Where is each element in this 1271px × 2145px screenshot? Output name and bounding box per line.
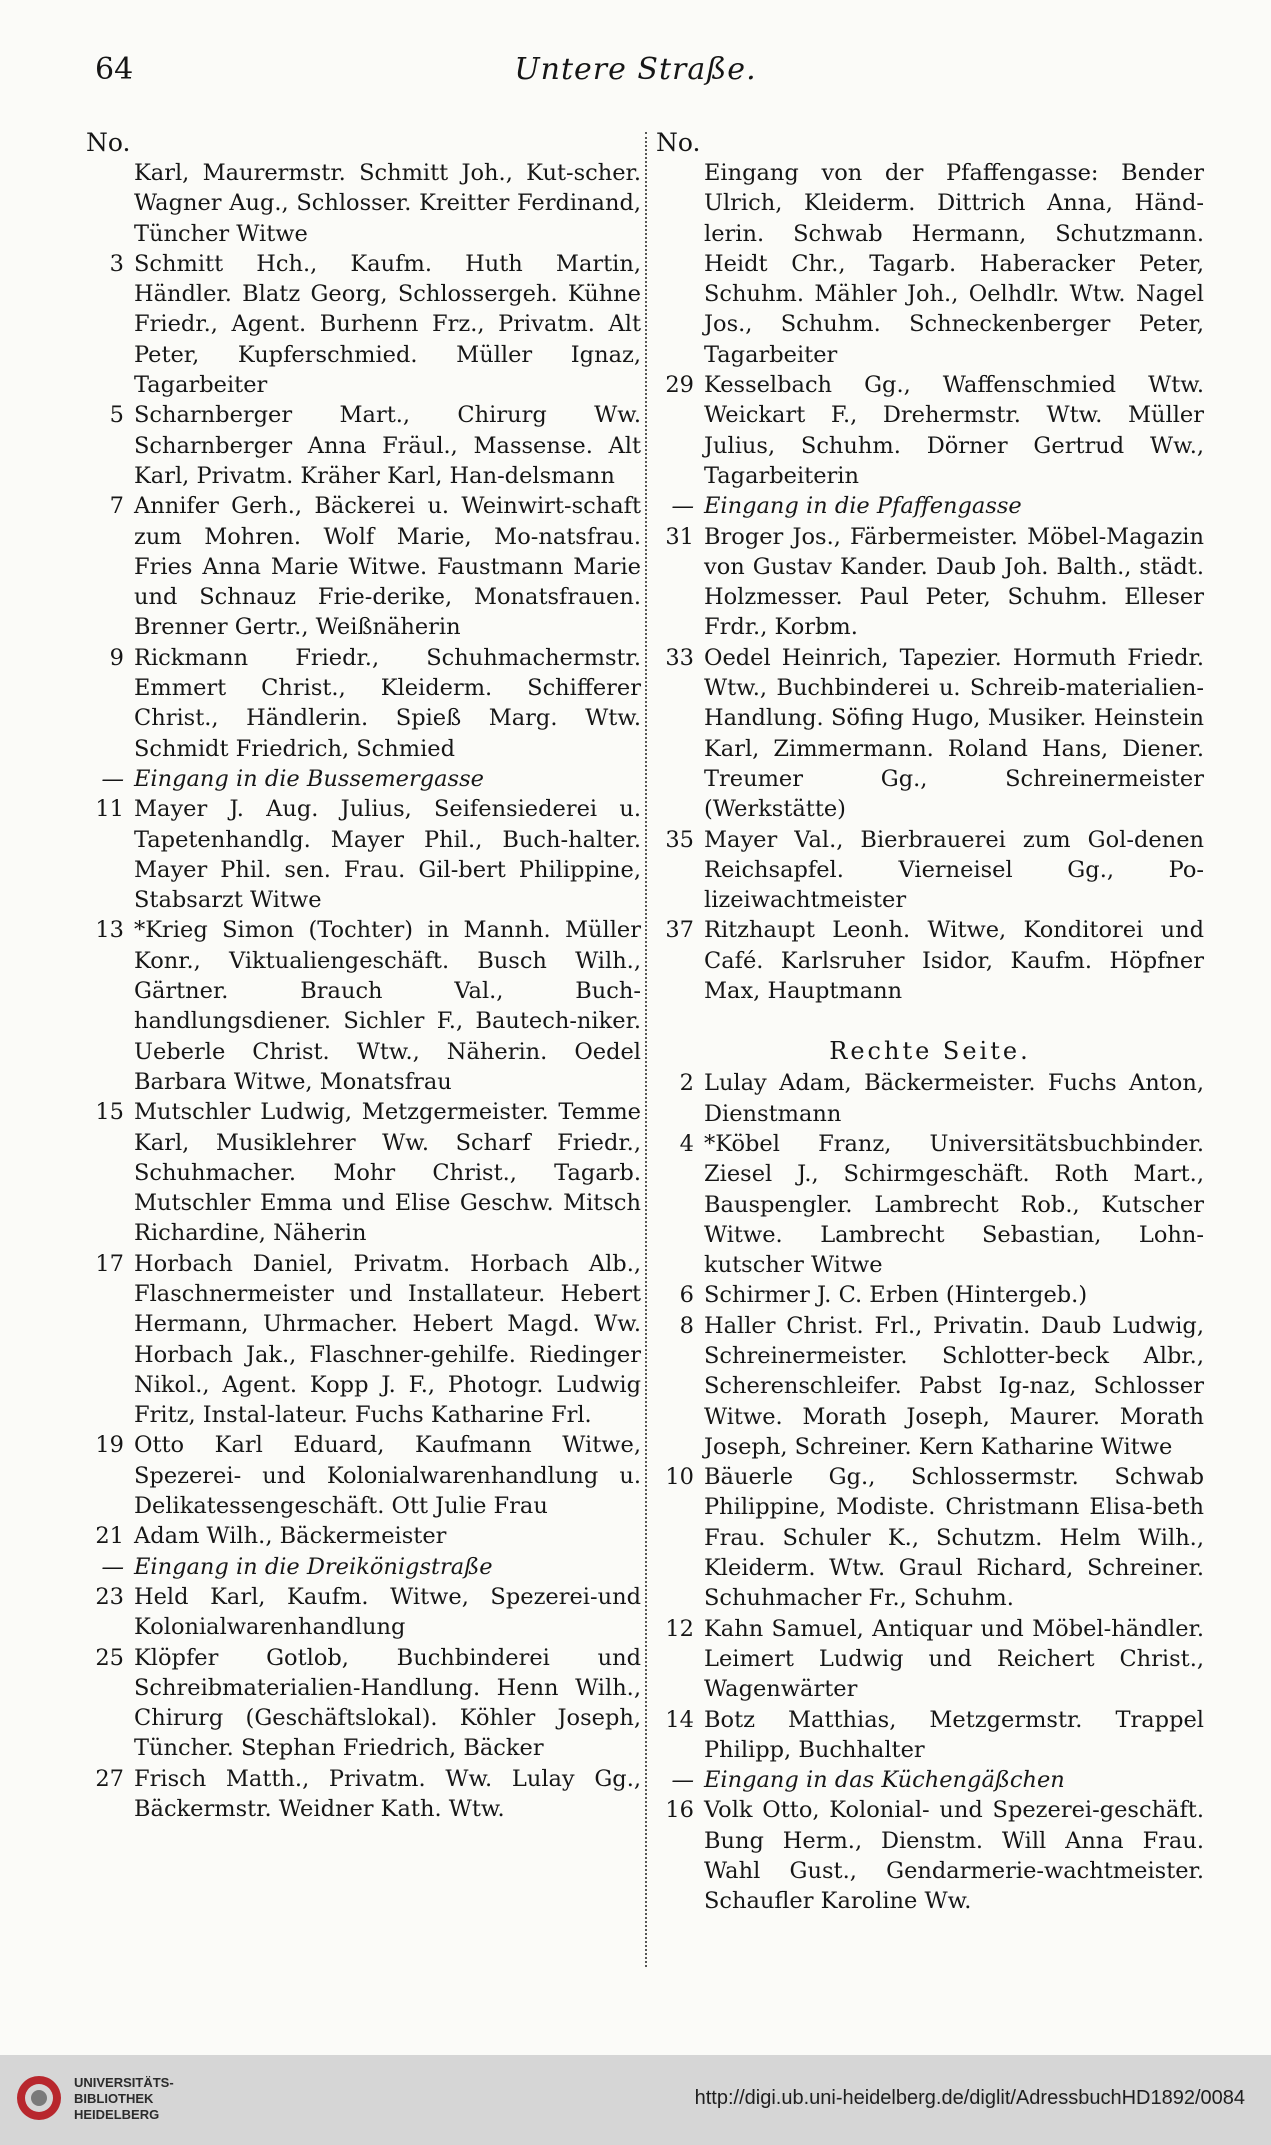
entry-text: Broger Jos., Färbermeister. Möbel-Magazin von Gustav Kander. Daub Joh. Balth., städt. Holzmesser. Paul Peter, Schuhm. Elleser Frdr., Korbm. [704, 523, 1204, 641]
house-number: 3 [109, 250, 124, 277]
entry-text: Mutschler Ludwig, Metzgermeister. Temme Karl, Musiklehrer Ww. Scharf Friedr., Schuhmacher. Mohr Christ., Tagarb. Mutschler Emma und Elise Geschw. Mitsch Richardine, Näherin [134, 1099, 641, 1247]
library-logo-icon [14, 2073, 64, 2123]
house-number: 21 [95, 1523, 124, 1550]
entry-text: Lulay Adam, Bäckermeister. Fuchs Anton, Dienstmann [704, 1070, 1204, 1127]
running-title: Untere Straße. [514, 52, 757, 87]
street-entrance-row [656, 1765, 1204, 1795]
entry-text: Adam Wilh., Bäckermeister [134, 1523, 447, 1550]
address-entry [86, 1249, 641, 1431]
entry-text: Scharnberger Mart., Chirurg Ww. Scharnberger Anna Fräul., Massense. Alt Karl, Privatm. Kräher Karl, Han-delsmann [134, 402, 641, 489]
address-entry [86, 1582, 641, 1643]
permalink-url[interactable]: http://digi.ub.uni-heidelberg.de/diglit/AdressbuchHD1892/0084 [694, 2087, 1245, 2109]
address-entry [656, 158, 1204, 370]
address-entry [86, 158, 641, 249]
house-number: — [101, 765, 124, 792]
entry-text: Otto Karl Eduard, Kaufmann Witwe, Spezerei- und Kolonialwarenhandlung u. Delikatessengeschäft. Ott Julie Frau [134, 1432, 641, 1520]
entry-text: *Krieg Simon (Tochter) in Mannh. Müller Konr., Viktualiengeschäft. Busch Wilh., Gärtner. Brauch Val., Buch-handlungsdiener. Sichler F., Bautech-niker. Ueberle Christ. Wtw., Näherin. Oedel Barbara Witwe, Monatsfrau [134, 917, 641, 1095]
address-entry [656, 522, 1204, 643]
logo-line-2: BIBLIOTHEK [74, 2091, 154, 2106]
left-column [86, 128, 641, 1824]
section-heading: Rechte Seite. [829, 1037, 1031, 1066]
address-entry [656, 1280, 1204, 1310]
address-entry [656, 1462, 1204, 1613]
entry-text: Horbach Daniel, Privatm. Horbach Alb., Flaschnermeister und Installateur. Hebert Hermann, Uhrmacher. Hebert Magd. Ww. Horbach Jak., Flaschner-gehilfe. Riedinger Nikol., Agent. Kopp J. F., Photogr. Ludwig Fritz, Instal-lateur. Fuchs Katharine Frl. [134, 1250, 641, 1429]
house-number: 2 [679, 1070, 694, 1097]
entry-text: Annifer Gerh., Bäckerei u. Weinwirt-schaft zum Mohren. Wolf Marie, Mo-natsfrau. Fries Anna Marie Witwe. Faustmann Marie und Schnauz Frie-derike, Monatsfrauen. Brenner Gertr., Weißnäherin [134, 493, 641, 641]
street-entrance-row [656, 491, 1204, 521]
address-entry [86, 400, 641, 491]
house-number: 17 [95, 1250, 124, 1277]
entry-text: Eingang in die Dreikönigstraße [134, 1553, 493, 1580]
entry-text: Mayer J. Aug. Julius, Seifensiederei u. Tapetenhandlg. Mayer Phil., Buch-halter. Mayer Phil. sen. Frau. Gil-bert Philippine, Stabsarzt Witwe [134, 796, 641, 914]
page-header [0, 40, 1271, 100]
right-column [656, 128, 1204, 1917]
address-entry [656, 915, 1204, 1006]
entry-text: Rickmann Friedr., Schuhmachermstr. Emmert Christ., Kleiderm. Schifferer Christ., Händlerin. Spieß Marg. Wtw. Schmidt Friedrich, Schmied [134, 644, 641, 762]
address-entry [656, 370, 1204, 491]
house-number: 31 [665, 523, 694, 550]
house-number: 13 [95, 917, 124, 944]
house-number: 6 [679, 1282, 694, 1309]
entry-text: Kesselbach Gg., Waffenschmied Wtw. Weickart F., Drehermstr. Wtw. Müller Julius, Schuhm. Dörner Gertrud Ww., Tagarbeiterin [704, 372, 1204, 489]
column-divider [645, 132, 647, 1967]
entry-text: Eingang in die Pfaffengasse [704, 493, 1022, 520]
entry-text: *Köbel Franz, Universitätsbuchbinder. Ziesel J., Schirmgeschäft. Roth Mart., Bauspengler. Lambrecht Rob., Kutscher Witwe. Lambrecht Sebastian, Lohn-kutscher Witwe [704, 1130, 1204, 1279]
house-number: 16 [665, 1797, 694, 1824]
library-name [74, 2075, 174, 2123]
entry-text: Botz Matthias, Metzgermstr. Trappel Philipp, Buchhalter [704, 1706, 1204, 1763]
house-number: — [671, 493, 694, 520]
address-entry [86, 915, 641, 1097]
house-number: 11 [95, 796, 124, 823]
address-entry [86, 1430, 641, 1521]
house-number: 29 [665, 372, 694, 399]
entry-text: Kahn Samuel, Antiquar und Möbel-händler. Leimert Ludwig und Reichert Christ., Wagenwärter [704, 1615, 1204, 1703]
logo-line-1: UNIVERSITÄTS- [74, 2075, 174, 2090]
house-number: 7 [109, 493, 124, 520]
entry-text: Eingang in das Küchengäßchen [704, 1767, 1065, 1794]
address-entry [656, 1705, 1204, 1766]
house-number: 8 [679, 1312, 694, 1339]
entry-text: Bäuerle Gg., Schlossermstr. Schwab Philippine, Modiste. Christmann Elisa-beth Frau. Schuler K., Schutzm. Helm Wilh., Kleiderm. Wtw. Graul Richard, Schreiner. Schuhmacher Fr., Schuhm. [704, 1464, 1204, 1612]
entry-text: Schmitt Hch., Kaufm. Huth Martin, Händler. Blatz Georg, Schlossergeh. Kühne Friedr., Agent. Burhenn Frz., Privatm. Alt Peter, Kupferschmied. Müller Ignaz, Tagarbeiter [134, 250, 641, 399]
entry-text: Volk Otto, Kolonial- und Spezerei-geschäft. Bung Herm., Dienstm. Will Anna Frau. Wahl Gust., Gendarmerie-wachtmeister. Schaufler Karoline Ww. [704, 1797, 1204, 1915]
house-number: — [671, 1767, 694, 1794]
house-number: 9 [109, 644, 124, 671]
right-no-label: No. [656, 128, 701, 157]
address-entry [656, 643, 1204, 825]
house-number: — [101, 1553, 124, 1580]
house-number: 37 [665, 917, 694, 944]
entry-text: Schirmer J. C. Erben (Hintergeb.) [704, 1282, 1088, 1309]
footer-bar [0, 2055, 1271, 2145]
entry-text: Karl, Maurermstr. Schmitt Joh., Kut-scher. Wagner Aug., Schlosser. Kreitter Ferdinand, Tüncher Witwe [134, 160, 641, 247]
address-entry [656, 1311, 1204, 1462]
address-entry [86, 491, 641, 642]
street-entrance-row [86, 1552, 641, 1582]
address-entry [86, 794, 641, 915]
entry-text: Held Karl, Kaufm. Witwe, Spezerei-und Kolonialwarenhandlung [134, 1583, 641, 1641]
address-entry [86, 643, 641, 764]
entry-text: Haller Christ. Frl., Privatin. Daub Ludwig, Schreinermeister. Schlotter-beck Albr., Scherenschleifer. Pabst Ig-naz, Schlosser Witwe. Morath Joseph, Maurer. Morath Joseph, Schreiner. Kern Katharine Witwe [704, 1312, 1204, 1460]
address-entry [86, 249, 641, 400]
address-entry [86, 1643, 641, 1764]
house-number: 14 [665, 1706, 694, 1733]
address-entry [656, 1068, 1204, 1129]
house-number: 27 [95, 1765, 124, 1792]
house-number: 4 [679, 1130, 694, 1157]
entry-text: Eingang in die Bussemergasse [134, 765, 484, 792]
entry-text: Frisch Matth., Privatm. Ww. Lulay Gg., Bäckermstr. Weidner Kath. Wtw. [134, 1765, 641, 1823]
entry-text: Oedel Heinrich, Tapezier. Hormuth Friedr. Wtw., Buchbinderei u. Schreib-materialien-Handlung. Söfing Hugo, Musiker. Heinstein Karl, Zimmermann. Roland Hans, Diener. Treumer Gg., Schreinermeister (Werkstätte) [704, 644, 1204, 823]
entry-text: Mayer Val., Bierbrauerei zum Gol-denen Reichsapfel. Vierneisel Gg., Po-lizeiwachtmeister [704, 826, 1204, 914]
address-entry [656, 1129, 1204, 1280]
address-entry [656, 1614, 1204, 1705]
entry-text: Ritzhaupt Leonh. Witwe, Konditorei und Café. Karlsruher Isidor, Kaufm. Höpfner Max, Hauptmann [704, 917, 1204, 1005]
logo-line-3: HEIDELBERG [74, 2107, 160, 2122]
address-entry [656, 825, 1204, 916]
house-number: 25 [95, 1644, 124, 1671]
house-number: 19 [95, 1432, 124, 1459]
page-number: 64 [95, 52, 134, 87]
street-entrance-row [86, 764, 641, 794]
address-entry [656, 1795, 1204, 1916]
address-entry [86, 1521, 641, 1551]
left-no-label: No. [86, 128, 131, 157]
address-entry [86, 1764, 641, 1825]
house-number: 33 [665, 644, 694, 671]
address-entry [86, 1097, 641, 1248]
house-number: 10 [665, 1464, 694, 1491]
entry-text: Klöpfer Gotlob, Buchbinderei und Schreibmaterialien-Handlung. Henn Wilh., Chirurg (Geschäftslokal). Köhler Joseph, Tüncher. Stephan Friedrich, Bäcker [134, 1644, 641, 1762]
house-number: 12 [665, 1615, 694, 1642]
house-number: 5 [109, 402, 124, 429]
house-number: 35 [665, 826, 694, 853]
house-number: 23 [95, 1583, 124, 1610]
house-number: 15 [95, 1099, 124, 1126]
entry-text: Eingang von der Pfaffengasse: Bender Ulrich, Kleiderm. Dittrich Anna, Händ-lerin. Schwab Hermann, Schutzmann. Heidt Chr., Tagarb. Haberacker Peter, Schuhm. Mähler Joh., Oelhdlr. Wtw. Nagel Jos., Schuhm. Schneckenberger Peter, Tagarbeiter [704, 160, 1204, 368]
